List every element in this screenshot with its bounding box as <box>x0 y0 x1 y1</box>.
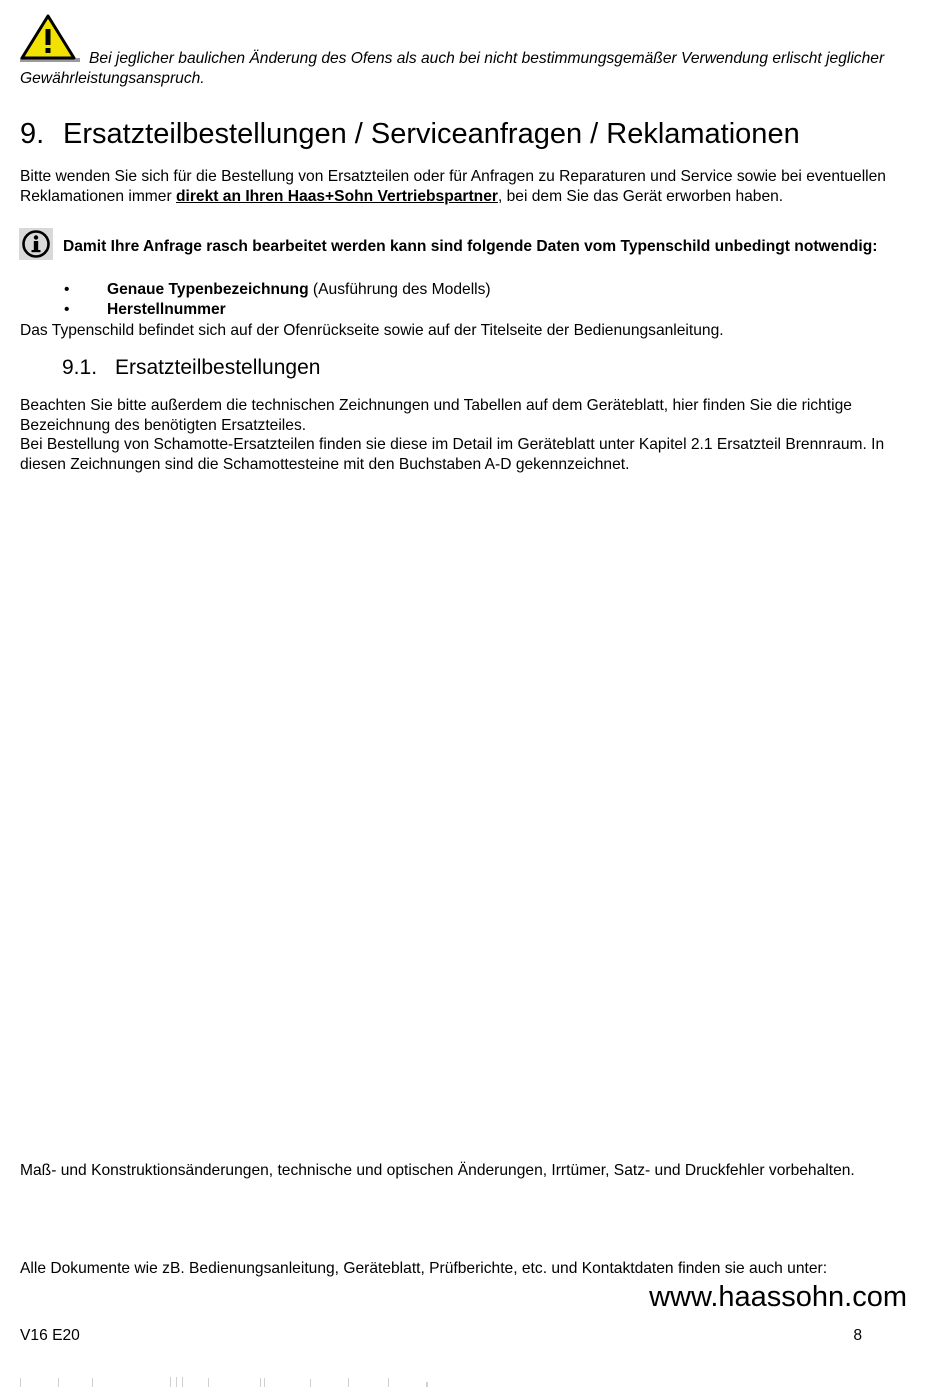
list-item: • Genaue Typenbezeichnung (Ausführung des Modells) <box>64 281 491 298</box>
scan-marks <box>20 1374 440 1386</box>
section-title: Ersatzteilbestellungen / Serviceanfragen / Reklamationen <box>63 118 800 150</box>
intro-paragraph: Bitte wenden Sie sich für die Bestellung von Ersatzteilen oder für Anfragen zu Reparaturen und Service sowie bei eventuellen Reklamationen immer direkt an Ihren Haas+Sohn Vertriebspartner, bei dem Sie das Gerät erworben haben. <box>20 168 886 205</box>
paragraph: Bei Bestellung von Schamotte-Ersatzteilen finden sie diese im Detail im Geräteblatt unter Kapitel 2.1 Ersatzteil Brennraum. In diesen Zeichnungen sind die Schamottesteine mit den Buchstaben A-D gekennzeichnet. <box>20 436 885 473</box>
required-data-list <box>20 280 910 319</box>
paragraph: Beachten Sie bitte außerdem die technischen Zeichnungen und Tabellen auf dem Geräteblatt, hier finden Sie die richtige Bezeichnung des benötigten Ersatzteiles. <box>20 397 852 434</box>
documents-note: Alle Dokumente wie zB. Bedienungsanleitung, Geräteblatt, Prüfberichte, etc. und Kontaktdaten finden sie auch unter: <box>20 1260 828 1277</box>
bullet-icon: • <box>64 300 70 318</box>
website-link[interactable]: www.haassohn.com <box>649 1281 907 1313</box>
dealer-emphasis: direkt an Ihren Haas+Sohn Vertriebspartner <box>176 187 498 205</box>
type-plate-note: Das Typenschild befindet sich auf der Ofenrückseite sowie auf der Titelseite der Bedienungsanleitung. <box>20 322 724 339</box>
page-number: 8 <box>853 1327 862 1344</box>
subsection-heading <box>62 355 320 381</box>
subsection-title: Ersatzteilbestellungen <box>115 356 321 379</box>
section-heading <box>20 116 800 152</box>
disclaimer-text: Maß- und Konstruktionsänderungen, technische und optischen Änderungen, Irrtümer, Satz- und Druckfehler vorbehalten. <box>20 1162 855 1179</box>
info-note: Damit Ihre Anfrage rasch bearbeitet werden kann sind folgende Daten vom Typenschild unbedingt notwendig: <box>63 238 878 255</box>
subsection-number: 9.1. <box>62 356 98 379</box>
bullet-icon: • <box>64 281 70 298</box>
warning-text: Bei jeglicher baulichen Änderung des Ofens als auch bei nicht bestimmungsgemäßer Verwendung erlischt jeglicher Gewährleistungsanspruch. <box>20 50 885 87</box>
version-label: V16 E20 <box>20 1327 80 1344</box>
section-number: 9. <box>20 118 45 150</box>
subsection-body <box>20 396 910 474</box>
list-item: • Herstellnummer <box>64 300 226 318</box>
